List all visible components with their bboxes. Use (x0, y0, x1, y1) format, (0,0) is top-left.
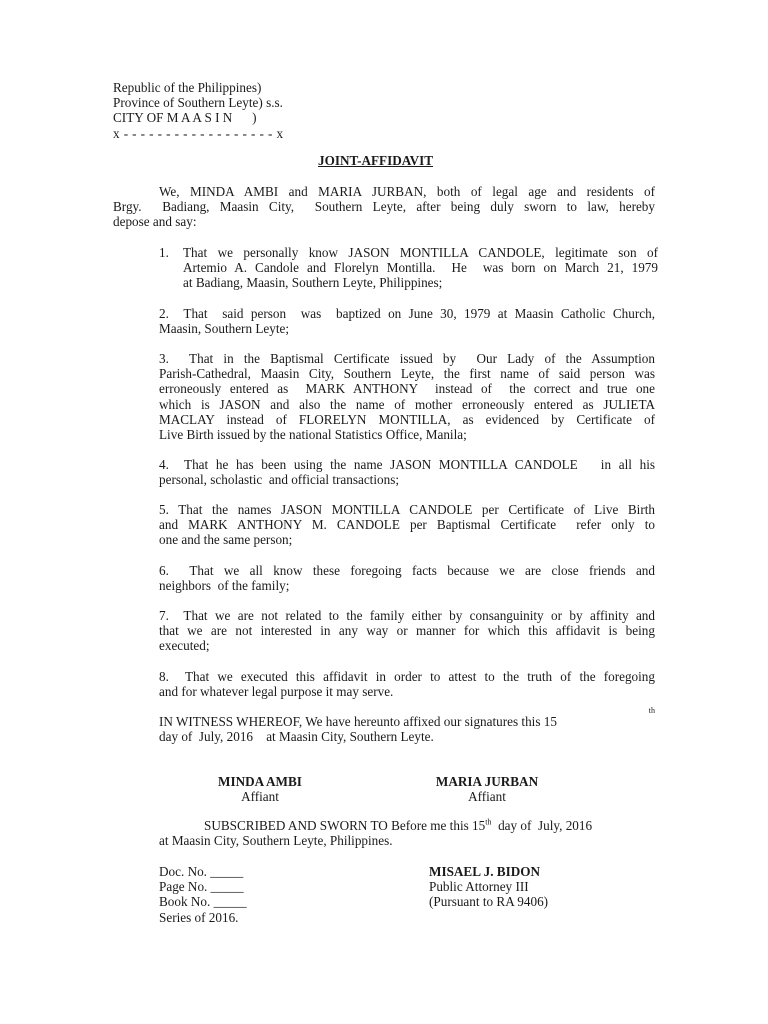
paragraph-1-line-1: That we personally know JASON MONTILLA CANDOLE, legitimate son of (183, 245, 658, 260)
paragraph-3-line-1: 3. That in the Baptismal Certificate issued by Our Lady of the Assumption (159, 351, 655, 366)
notarial-register (159, 864, 247, 925)
paragraph-1-line-3: at Badiang, Maasin, Southern Leyte, Philippines; (183, 275, 443, 291)
paragraph-4 (159, 457, 655, 487)
notary-name: MISAEL J. BIDON (429, 864, 541, 879)
caption-separator: x - - - - - - - - - - - - - - - - - - x (113, 125, 284, 141)
jurat (159, 818, 655, 848)
page-no: Page No. _____ (159, 879, 244, 895)
paragraph-5-line-2: and MARK ANTHONY M. CANDOLE per Baptismal Certificate refer only to (159, 517, 655, 533)
paragraph-1-line-2: Artemio A. Candole and Florelyn Montilla. He was born on March 21, 1979 (183, 260, 658, 276)
paragraph-8-line-2: and for whatever legal purpose it may serve. (159, 684, 394, 700)
jurat-line-1-text: SUBSCRIBED AND SWORN TO Before me this 15 (204, 818, 486, 833)
jurat-line-1 (159, 818, 655, 833)
paragraph-2 (159, 306, 655, 336)
paragraph-7-line-3: executed; (159, 638, 210, 654)
notary-block (429, 864, 548, 910)
document-title: JOINT-AFFIDAVIT (318, 153, 434, 168)
jurat-line-2: at Maasin City, Southern Leyte, Philippines. (159, 833, 393, 849)
caption-republic: Republic of the Philippines) (113, 80, 262, 95)
affiant-1-name: MINDA AMBI (218, 774, 302, 789)
paragraph-8-line-1: 8. That we executed this affidavit in order to attest to the truth of the foregoing (159, 669, 655, 684)
doc-no: Doc. No. _____ (159, 864, 244, 879)
paragraph-8 (159, 669, 655, 699)
paragraph-4-line-2: personal, scholastic and official transactions; (159, 472, 399, 488)
witness-clause (159, 706, 655, 745)
notary-authority: (Pursuant to RA 9406) (429, 894, 549, 910)
intro-line-2: Brgy. Badiang, Maasin City, Southern Leyte, after being duly sworn to law, hereby (113, 199, 655, 215)
affiant-2-role: Affiant (468, 789, 506, 805)
paragraph-3-line-3: erroneously entered as MARK ANTHONY instead of the correct and true one (159, 381, 655, 397)
paragraph-1-number: 1. (159, 245, 169, 260)
caption-province: Province of Southern Leyte) s.s. (113, 95, 283, 111)
venue-caption (113, 80, 283, 141)
affiant-1-role: Affiant (241, 789, 279, 805)
paragraph-2-line-2: Maasin, Southern Leyte; (159, 321, 290, 337)
affiant-2-name: MARIA JURBAN (435, 774, 539, 789)
paragraph-5-line-3: one and the same person; (159, 532, 293, 548)
witness-line-1-text: IN WITNESS WHEREOF, We have hereunto affixed our signatures this 15 (159, 714, 557, 729)
paragraph-2-line-1: 2. That said person was baptized on June 30, 1979 at Maasin Catholic Church, (159, 306, 655, 321)
affiant-1 (204, 774, 316, 804)
notary-title: Public Attorney III (429, 879, 529, 895)
jurat-day-suffix: th (485, 817, 492, 827)
series: Series of 2016. (159, 909, 239, 925)
intro-line-3: depose and say: (113, 214, 197, 230)
intro-paragraph (113, 184, 655, 230)
paragraph-3 (159, 351, 655, 442)
affiant-2 (425, 774, 549, 804)
witness-line-1: IN WITNESS WHEREOF, We have hereunto affixed our signatures this 15 th (159, 706, 655, 729)
paragraph-1 (159, 245, 658, 291)
caption-city: CITY OF M A A S I N ) (113, 110, 257, 126)
paragraph-6 (159, 563, 655, 593)
paragraph-3-line-5: MACLAY instead of FLORELYN MONTILLA, as evidenced by Certificate of (159, 411, 655, 427)
paragraph-5-line-1: 5. That the names JASON MONTILLA CANDOLE per Certificate of Live Birth (159, 502, 655, 517)
paragraph-4-line-1: 4. That he has been using the name JASON MONTILLA CANDOLE in all his (159, 457, 655, 472)
paragraph-6-line-2: neighbors of the family; (159, 578, 290, 594)
jurat-line-1-date: day of July, 2016 (491, 818, 593, 833)
witness-line-2: day of July, 2016 at Maasin City, Southern Leyte. (159, 729, 434, 745)
paragraph-3-line-4: which is JASON and also the name of mother erroneously entered as JULIETA (159, 396, 655, 412)
paragraph-7-line-2: that we are not interested in any way or manner for which this affidavit is being (159, 623, 655, 639)
paragraph-7 (159, 608, 655, 654)
paragraph-3-line-2: Parish-Cathedral, Maasin City, Southern Leyte, the first name of said person was (159, 366, 655, 382)
paragraph-3-line-6: Live Birth issued by the national Statistics Office, Manila; (159, 427, 467, 443)
paragraph-5 (159, 502, 655, 548)
paragraph-7-line-1: 7. That we are not related to the family either by consanguinity or by affinity and (159, 608, 655, 623)
intro-line-1: We, MINDA AMBI and MARIA JURBAN, both of legal age and residents of (159, 184, 655, 199)
book-no: Book No. _____ (159, 894, 247, 910)
paragraph-6-line-1: 6. That we all know these foregoing facts because we are close friends and (159, 563, 655, 578)
